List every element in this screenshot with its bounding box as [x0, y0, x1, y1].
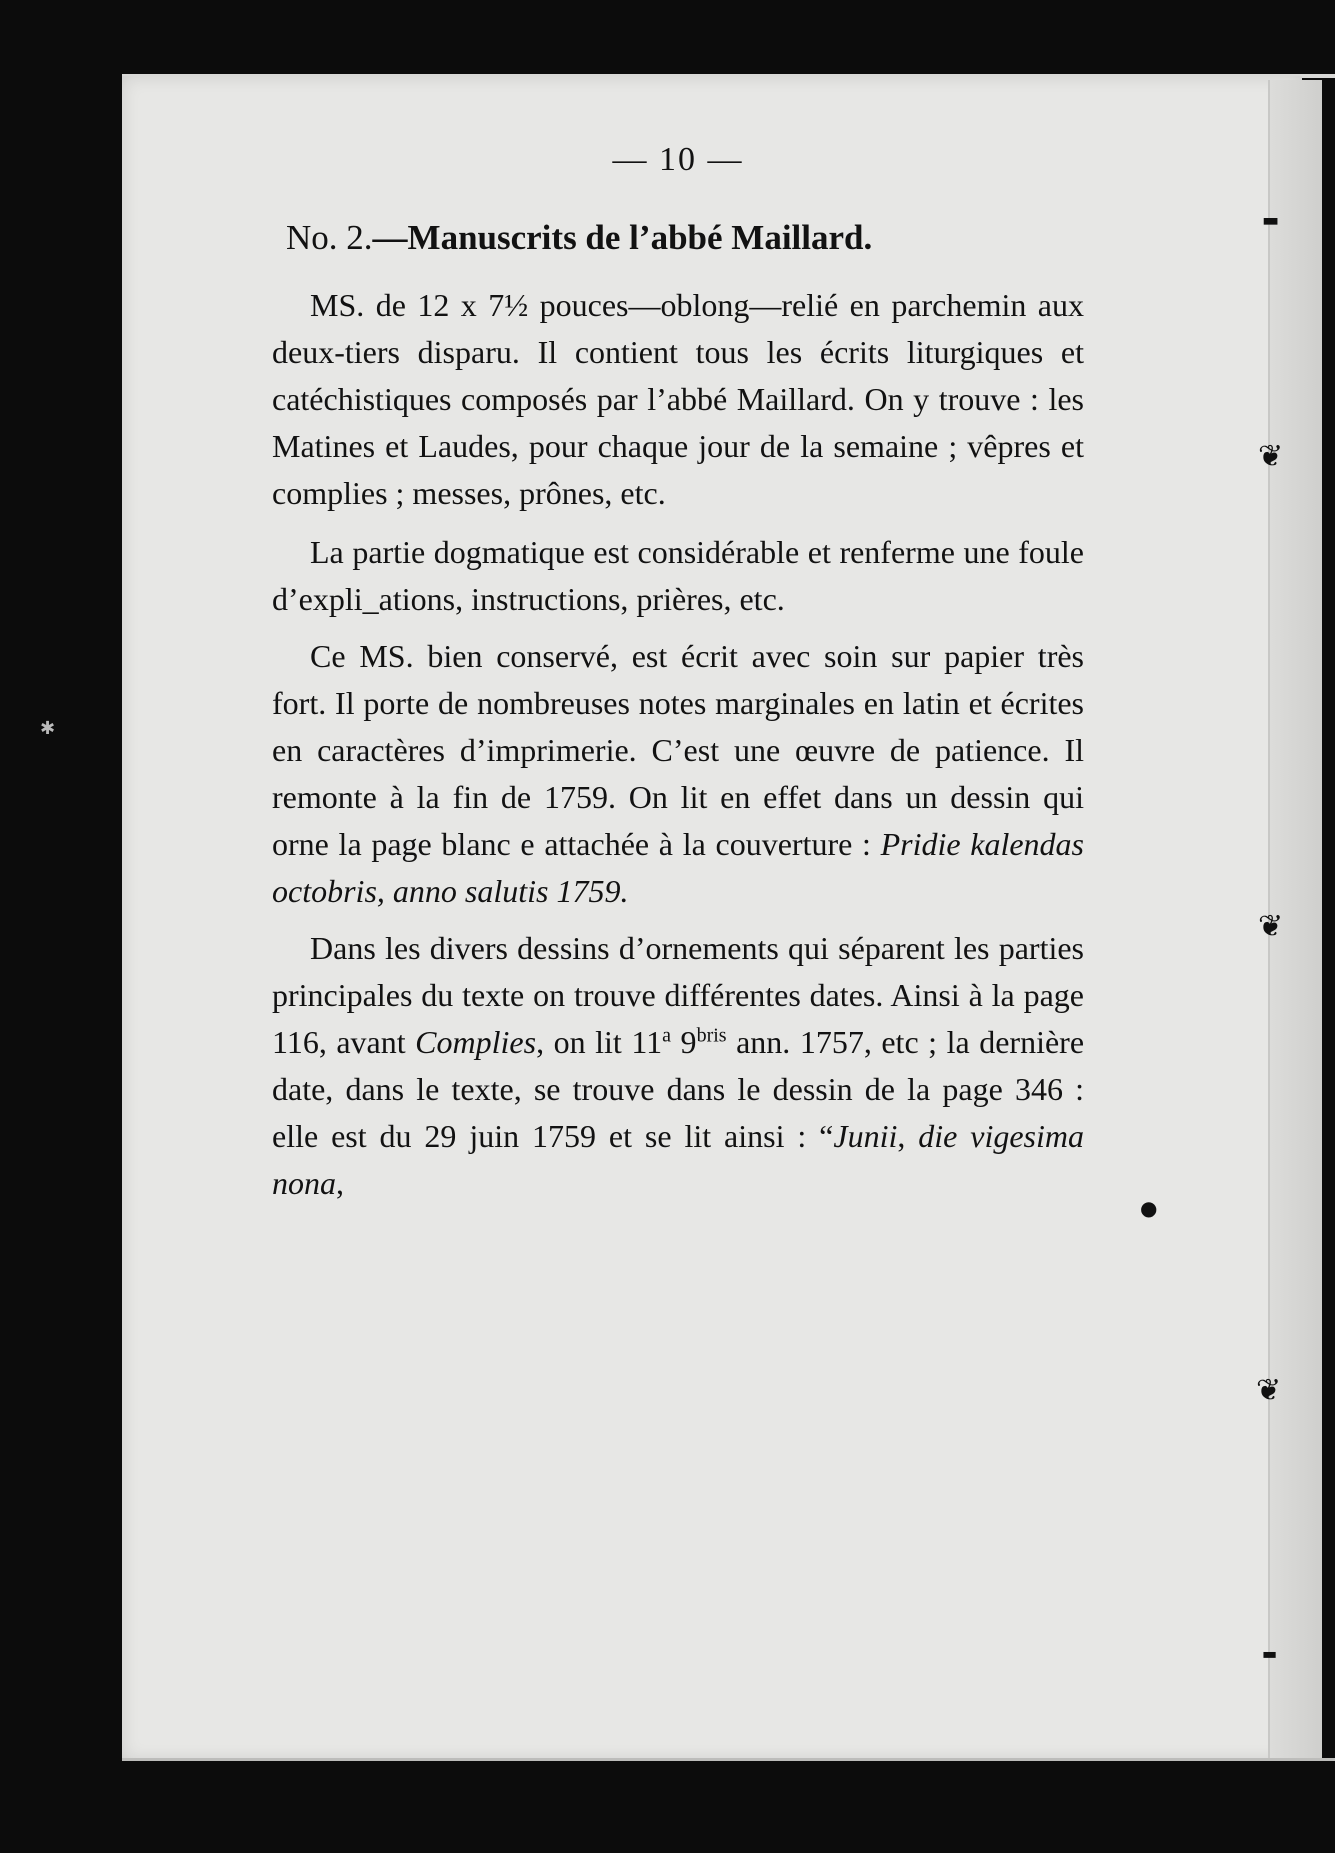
margin-ornament-icon: ❦	[1258, 439, 1284, 474]
superscript: a	[662, 1024, 672, 1047]
text-run: 9	[671, 1024, 697, 1060]
text-run: Ce MS. bien conservé, est écrit avec soin sur papier très fort. Il porte de nombreuses notes marginales en latin et écrites en caractères d’imprimerie. C’est une œuvre de patience. Il remonte à la fin de 1759. On lit en effet dans un dessin qui orne la page blanc e attachée à la couverture :	[272, 638, 1084, 862]
page-text	[272, 140, 1084, 1217]
paragraph-dates	[272, 925, 1084, 1207]
ink-speck-icon: ●	[1140, 1196, 1158, 1220]
italic-quote: Pridie kalendas octobris, anno salutis 1759.	[272, 826, 1085, 909]
page-bottom-edge	[122, 1758, 1335, 1761]
text-run: Dans les divers dessins d’ornements qui séparent les parties principales du texte on trouve différentes dates. Ainsi à la page 116, avant	[272, 930, 1084, 1060]
heading-title: —Manuscrits de l’abbé Maillard.	[372, 218, 873, 257]
margin-ornament-icon: ❦	[1258, 909, 1284, 944]
text-run: ,	[897, 1118, 919, 1154]
italic-quote: die vigesima nona	[272, 1118, 1085, 1201]
scan-speck-icon: ✱	[40, 718, 56, 739]
paragraph-description: MS. de 12 x 7½ pouces—oblong—relié en parchemin aux deux-tiers disparu. Il contient tous les écrits liturgiques et catéchistiques composés par l’abbé Maillard. On y trouve : les Matines et Laudes, pour chaque jour de la semaine ; vêpres et complies ; messes, prônes, etc.	[272, 287, 1084, 511]
italic-word: Complies	[415, 1024, 537, 1060]
text-run: ,	[336, 1165, 344, 1201]
superscript: bris	[696, 1024, 727, 1047]
margin-ornament-icon: ▬	[1262, 1644, 1278, 1663]
text-run: , on lit 11	[536, 1024, 663, 1060]
section-heading	[286, 216, 1084, 260]
paragraph-condition	[272, 633, 1084, 915]
margin-ornament-icon: ❦	[1256, 1373, 1282, 1408]
page-number: — 10 —	[612, 141, 744, 178]
heading-number: No. 2.	[286, 218, 373, 257]
paragraph-dogmatic: La partie dogmatique est considérable et renferme une foule d’expli_ations, instructions, prières, etc.	[272, 534, 1084, 617]
text-run: ann. 1757, etc ; la dernière date, dans le texte, se trouve dans le dessin de la page 346 : elle est du 29 juin 1759 et se lit ainsi : “	[272, 1024, 1085, 1154]
margin-ornament-icon: ▬	[1262, 210, 1280, 231]
italic-word: Junii	[833, 1118, 898, 1154]
